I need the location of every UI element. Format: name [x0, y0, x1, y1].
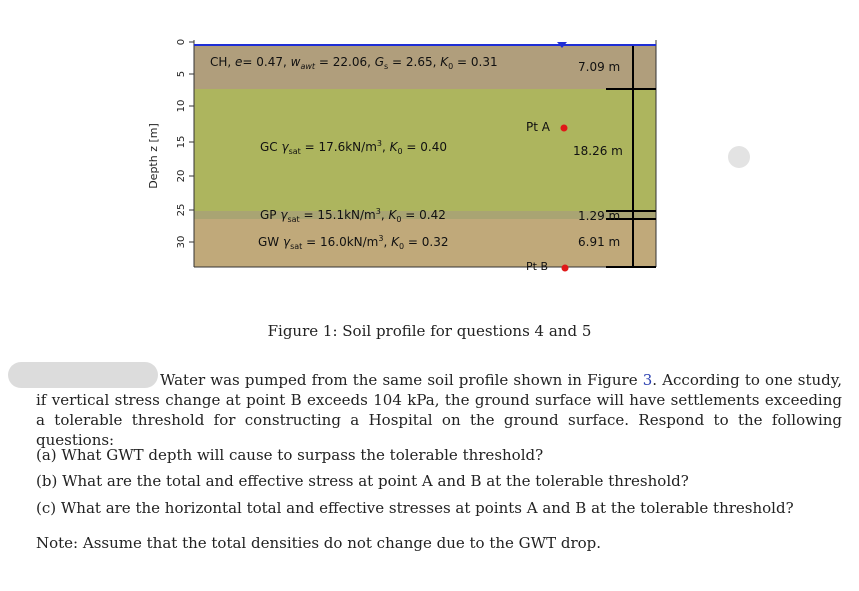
paragraph-text-2: . According to one study, if vertical stress change at point B exceeds 104 kPa, the ground surface will have settlements exceeding a tolerable threshold for constructing a Hospital on the ground surface. Respond to the following questions:	[36, 371, 842, 449]
thickness-ch: 7.09 m	[578, 60, 621, 74]
problem-paragraph	[36, 370, 842, 450]
question-b: (b) What are the total and effective stress at point A and B at the tolerable threshold?	[36, 472, 689, 490]
tick-0: 0	[176, 38, 187, 46]
point-b-marker	[562, 265, 569, 272]
question-c: (c) What are the horizontal total and effective stresses at points A and B at the tolerable threshold?	[36, 499, 794, 517]
layer-ch-label: CH, e= 0.47, $w_{awt} = 22.06$, $G_s = 2.65$, $K_0 = 0.31$	[210, 55, 498, 71]
figure-caption: Figure 1: Soil profile for questions 4 and 5	[267, 322, 592, 340]
thickness-gp: 1.29 m	[578, 209, 621, 223]
point-a-label: Pt A	[526, 120, 550, 134]
question-a: (a) What GWT depth will cause to surpass the tolerable threshold?	[36, 446, 544, 464]
tick-10: 10	[176, 99, 187, 113]
thickness-gc: 18.26 m	[573, 144, 623, 158]
y-ticks	[176, 39, 194, 249]
tick-30: 30	[176, 235, 187, 249]
point-a-marker	[561, 125, 568, 132]
note: Note: Assume that the total densities do not change due to the GWT drop.	[36, 534, 602, 552]
paragraph-text-1: Water was pumped from the same soil profile shown in Figure	[160, 371, 643, 389]
layer-gc-label: GC $\gamma_{sat} = 17.6kN/m^3$, $K_0 = 0.40$	[260, 139, 447, 156]
tick-15: 15	[176, 135, 187, 149]
layer-gp-label: GP $\gamma_{sat} = 15.1kN/m^3$, $K_0 = 0.42$	[260, 207, 446, 224]
y-axis-label: Depth z [m]	[147, 123, 160, 189]
layer-gw-label: GW $\gamma_{sat} = 16.0kN/m^3$, $K_0 = 0.32$	[258, 234, 449, 251]
thickness-gw: 6.91 m	[578, 235, 621, 249]
redaction-blob	[728, 146, 750, 168]
tick-5: 5	[176, 70, 187, 78]
tick-20: 20	[176, 169, 187, 183]
point-b-label: Pt B	[526, 260, 548, 273]
figure-reference-link[interactable]: 3	[642, 371, 653, 389]
tick-25: 25	[176, 203, 187, 217]
